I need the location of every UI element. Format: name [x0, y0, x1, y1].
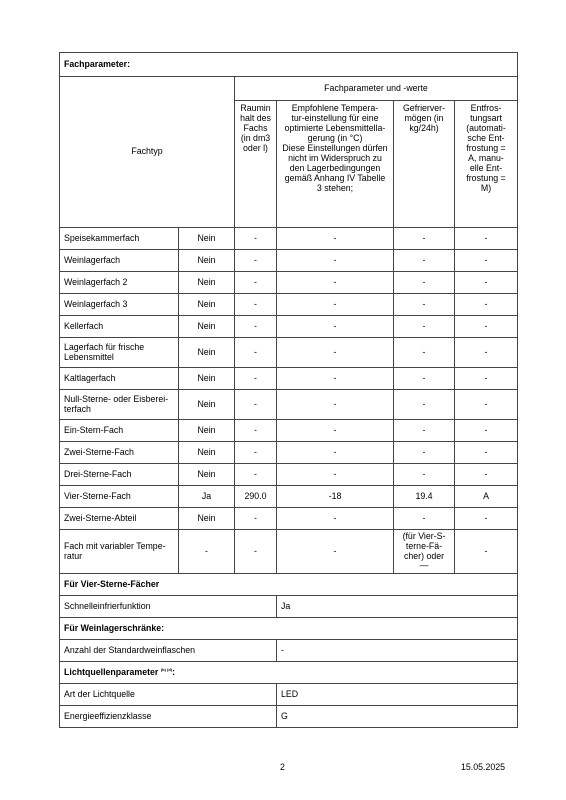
fach-name: Weinlagerfach 2 [60, 272, 179, 294]
fach-temperatur: - [277, 464, 394, 486]
group-header-row [60, 77, 518, 101]
fach-entfrostungsart: - [455, 368, 518, 390]
fach-rauminhalt: - [235, 316, 277, 338]
lichtquelle-art-label: Art der Lichtquelle [60, 684, 277, 706]
table-row [60, 294, 518, 316]
group-header: Fachparameter und -werte [235, 77, 518, 101]
fach-temperatur: -18 [277, 486, 394, 508]
fach-vorhanden: Nein [179, 272, 235, 294]
fach-gefriervermoegen: - [394, 368, 455, 390]
fach-name: Null-Sterne- oder Eisberei- terfach [60, 390, 179, 420]
lichtquelle-art-value: LED [277, 684, 518, 706]
table-row [60, 442, 518, 464]
fach-rauminhalt: - [235, 420, 277, 442]
fach-vorhanden: Nein [179, 368, 235, 390]
fach-temperatur: - [277, 250, 394, 272]
fach-rauminhalt: - [235, 390, 277, 420]
fach-vorhanden: Nein [179, 228, 235, 250]
fach-entfrostungsart: - [455, 508, 518, 530]
table-row [60, 368, 518, 390]
licht-section-title-row [60, 662, 518, 684]
fach-rauminhalt: - [235, 228, 277, 250]
fach-name: Zwei-Sterne-Fach [60, 442, 179, 464]
fach-rauminhalt: - [235, 338, 277, 368]
vier-sterne-section-title-row [60, 574, 518, 596]
fach-vorhanden: - [179, 530, 235, 574]
fach-rauminhalt: 290.0 [235, 486, 277, 508]
fach-temperatur: - [277, 272, 394, 294]
fach-rauminhalt: - [235, 250, 277, 272]
fach-temperatur: - [277, 508, 394, 530]
fach-gefriervermoegen: - [394, 250, 455, 272]
fach-vorhanden: Nein [179, 464, 235, 486]
table-row [60, 420, 518, 442]
fach-temperatur: - [277, 442, 394, 464]
fach-gefriervermoegen: - [394, 390, 455, 420]
licht-title-text: Lichtquellenparameter [64, 666, 159, 677]
fach-gefriervermoegen: - [394, 228, 455, 250]
fach-name: Ein-Stern-Fach [60, 420, 179, 442]
table-row [60, 272, 518, 294]
table-row [60, 390, 518, 420]
licht-title-footnote: (b) (d) [160, 666, 173, 672]
fach-entfrostungsart: - [455, 250, 518, 272]
column-header-fachtyp: Fachtyp [60, 77, 235, 228]
fach-name: Lagerfach für frische Lebensmittel [60, 338, 179, 368]
fach-entfrostungsart: - [455, 390, 518, 420]
fach-rauminhalt: - [235, 294, 277, 316]
energieeffizienzklasse-value: G [277, 706, 518, 728]
fach-entfrostungsart: - [455, 338, 518, 368]
fach-temperatur: - [277, 420, 394, 442]
standardweinflaschen-row [60, 640, 518, 662]
fach-vorhanden: Nein [179, 338, 235, 368]
column-header-rauminhalt: Raumin halt des Fachs (in dm3 oder l) [235, 101, 277, 228]
fachparameter-table [59, 52, 518, 728]
fach-name: Speisekammerfach [60, 228, 179, 250]
column-header-gefriervermoegen: Gefrierver- mögen (in kg/24h) [394, 101, 455, 228]
fach-name: Fach mit variabler Tempe- ratur [60, 530, 179, 574]
fach-vorhanden: Nein [179, 390, 235, 420]
fach-temperatur: - [277, 368, 394, 390]
fach-gefriervermoegen: - [394, 420, 455, 442]
fach-name: Zwei-Sterne-Abteil [60, 508, 179, 530]
fach-gefriervermoegen: - [394, 442, 455, 464]
table-row [60, 250, 518, 272]
section-title: Fachparameter: [60, 53, 518, 77]
energieeffizienzklasse-row [60, 706, 518, 728]
fach-entfrostungsart: - [455, 294, 518, 316]
column-header-temperatur: Empfohlene Tempera- tur-einstellung für eine optimierte Lebensmittella- gerung (in °C) Diese Einstellungen dürfen nicht im Widerspruch zu den Lagerbedingungen gemäß Anhang IV Tabelle 3 stehen; [277, 101, 394, 228]
fach-gefriervermoegen: - [394, 272, 455, 294]
table-row [60, 338, 518, 368]
section-title-row [60, 53, 518, 77]
fach-temperatur: - [277, 530, 394, 574]
fach-temperatur: - [277, 338, 394, 368]
fach-rauminhalt: - [235, 272, 277, 294]
fach-temperatur: - [277, 390, 394, 420]
fach-entfrostungsart: - [455, 272, 518, 294]
fach-entfrostungsart: - [455, 316, 518, 338]
fach-gefriervermoegen: - [394, 508, 455, 530]
fach-entfrostungsart: - [455, 442, 518, 464]
fach-vorhanden: Nein [179, 420, 235, 442]
fach-gefriervermoegen: - [394, 464, 455, 486]
fach-entfrostungsart: - [455, 420, 518, 442]
fach-entfrostungsart: - [455, 228, 518, 250]
fach-rauminhalt: - [235, 508, 277, 530]
column-header-entfrostungsart: Entfros- tungsart (automati- sche Ent- frostung = A, manu- elle Ent- frostung = M) [455, 101, 518, 228]
fach-gefriervermoegen: - [394, 338, 455, 368]
wein-section-title: Für Weinlagerschränke: [60, 618, 518, 640]
page-number: 2 [280, 762, 285, 772]
wein-section-title-row [60, 618, 518, 640]
fach-gefriervermoegen: - [394, 316, 455, 338]
fach-vorhanden: Nein [179, 294, 235, 316]
fach-entfrostungsart: - [455, 530, 518, 574]
licht-section-title [60, 662, 518, 684]
fach-gefriervermoegen: 19.4 [394, 486, 455, 508]
document-date: 15.05.2025 [461, 762, 506, 772]
fach-vorhanden: Nein [179, 316, 235, 338]
fach-rauminhalt: - [235, 442, 277, 464]
schnelleinfrier-row [60, 596, 518, 618]
fach-entfrostungsart: - [455, 464, 518, 486]
fach-entfrostungsart: A [455, 486, 518, 508]
licht-title-colon: : [172, 666, 176, 677]
schnelleinfrier-value: Ja [277, 596, 518, 618]
table-row [60, 486, 518, 508]
fach-temperatur: - [277, 316, 394, 338]
fach-name: Kellerfach [60, 316, 179, 338]
fach-name: Vier-Sterne-Fach [60, 486, 179, 508]
fach-gefriervermoegen: - [394, 294, 455, 316]
fach-temperatur: - [277, 294, 394, 316]
fach-rauminhalt: - [235, 530, 277, 574]
table-row [60, 508, 518, 530]
table-row [60, 464, 518, 486]
fach-gefriervermoegen: (für Vier-S- terne-Fä- cher) oder — [394, 530, 455, 574]
vier-sterne-section-title: Für Vier-Sterne-Fächer [60, 574, 518, 596]
fach-name: Kaltlagerfach [60, 368, 179, 390]
fach-name: Drei-Sterne-Fach [60, 464, 179, 486]
standardweinflaschen-label: Anzahl der Standardweinflaschen [60, 640, 277, 662]
table-row [60, 228, 518, 250]
fach-rauminhalt: - [235, 464, 277, 486]
energieeffizienzklasse-label: Energieeffizienzklasse [60, 706, 277, 728]
fach-name: Weinlagerfach 3 [60, 294, 179, 316]
lichtquelle-art-row [60, 684, 518, 706]
fach-vorhanden: Nein [179, 250, 235, 272]
fach-vorhanden: Nein [179, 508, 235, 530]
fach-name: Weinlagerfach [60, 250, 179, 272]
fach-vorhanden: Ja [179, 486, 235, 508]
fach-temperatur: - [277, 228, 394, 250]
fach-vorhanden: Nein [179, 442, 235, 464]
table-row [60, 316, 518, 338]
table-row [60, 530, 518, 574]
fach-rauminhalt: - [235, 368, 277, 390]
standardweinflaschen-value: - [277, 640, 518, 662]
schnelleinfrier-label: Schnelleinfrierfunktion [60, 596, 277, 618]
